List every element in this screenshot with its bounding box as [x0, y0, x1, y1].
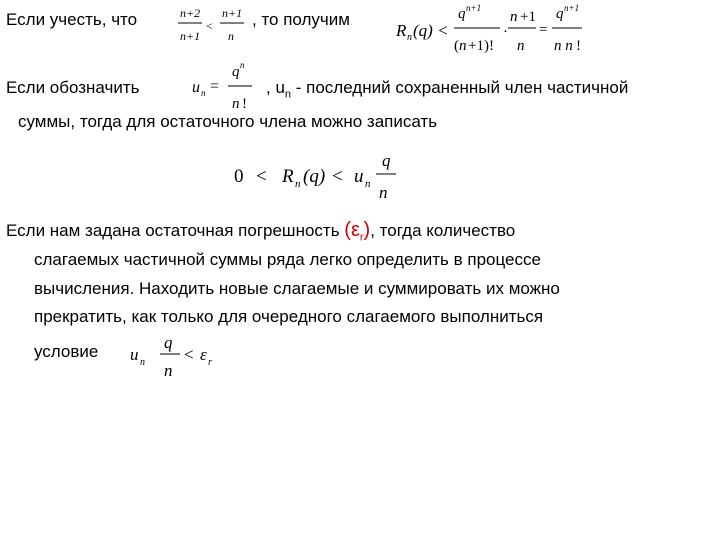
svg-text:n n: n n	[554, 38, 573, 54]
svg-text:n: n	[232, 96, 240, 112]
svg-text:n: n	[164, 361, 173, 380]
svg-text:u: u	[130, 345, 139, 364]
svg-text:n: n	[517, 38, 525, 54]
svg-text:R: R	[396, 21, 407, 40]
svg-text:n: n	[240, 60, 245, 70]
text-line-2-sub: n	[284, 88, 292, 101]
svg-text:u: u	[354, 166, 364, 187]
svg-text:n+2: n+2	[180, 6, 201, 20]
svg-text:n+1: n+1	[222, 6, 243, 20]
svg-text:q: q	[164, 333, 173, 352]
svg-text:<: <	[256, 166, 267, 187]
svg-text:q: q	[458, 6, 466, 22]
svg-text:q: q	[382, 151, 391, 170]
svg-text:<: <	[332, 166, 343, 187]
svg-text:ε: ε	[200, 345, 207, 364]
svg-text:(q): (q)	[303, 166, 326, 187]
text-line-2-rest: - последний сохраненный член частичной	[291, 78, 629, 97]
svg-text:n: n	[228, 29, 234, 43]
text-line-1-intro: Если учесть, что	[6, 10, 138, 29]
svg-text:R: R	[282, 166, 294, 187]
paragraph-line-1-b: , тогда количество	[370, 221, 516, 240]
svg-text:(q) <: (q) <	[413, 21, 449, 40]
text-line-2-after	[266, 78, 628, 104]
text-line-2-continuation: суммы, тогда для остаточного члена можно записать	[18, 112, 438, 131]
svg-text:n: n	[365, 178, 371, 190]
svg-text:!: !	[576, 38, 581, 54]
paragraph-line-3: вычисления. Находить новые слагаемые и суммировать их можно	[34, 279, 560, 298]
paragraph-line-2: слагаемых частичной суммы ряда легко определить в процессе	[34, 250, 541, 269]
svg-text:!: !	[242, 96, 247, 112]
svg-text:<: <	[206, 19, 213, 33]
formula-remainder-estimate	[396, 2, 586, 58]
svg-text:=: =	[539, 22, 548, 38]
paragraph-line-4: прекратить, как только для очередного слагаемого выполниться	[34, 307, 544, 326]
svg-text:r: r	[208, 357, 212, 368]
svg-text:n: n	[201, 88, 206, 98]
svg-text:·: ·	[503, 24, 508, 40]
svg-text:n: n	[379, 183, 388, 202]
paragraph-line-5: условие	[34, 342, 99, 361]
svg-text:n+1: n+1	[564, 3, 580, 13]
formula-un-definition	[190, 58, 260, 116]
svg-text:q: q	[232, 64, 240, 80]
svg-text:n: n	[407, 32, 412, 43]
formula-ratio-inequality	[176, 2, 246, 48]
epsilon-sub: r	[359, 231, 364, 244]
svg-text:n: n	[510, 9, 518, 25]
svg-text:+1: +1	[520, 9, 536, 25]
paragraph-line-1-a: Если нам задана остаточная погрешность	[6, 221, 345, 240]
svg-text:n: n	[295, 178, 301, 190]
formula-remainder-bound	[232, 146, 422, 208]
svg-text:+1)!: +1)!	[468, 38, 494, 54]
svg-text:q: q	[556, 6, 564, 22]
svg-text:0: 0	[234, 166, 244, 187]
text-line-1-mid: , то получим	[252, 10, 350, 29]
paragraph-line-1	[6, 220, 515, 247]
svg-text:u: u	[192, 79, 200, 96]
svg-text:(: (	[454, 38, 459, 54]
text-line-2-prefix: , u	[266, 78, 285, 97]
svg-text:n: n	[459, 38, 467, 54]
svg-text:<: <	[184, 345, 194, 364]
text-line-2-intro: Если обозначить	[6, 78, 140, 97]
svg-text:n+1: n+1	[180, 29, 201, 43]
svg-text:n: n	[140, 357, 145, 368]
epsilon-open: (ε	[344, 219, 360, 241]
epsilon-close: )	[363, 219, 371, 241]
svg-text:n+1: n+1	[466, 3, 482, 13]
svg-text:=: =	[210, 78, 220, 95]
formula-stop-condition	[128, 330, 238, 386]
